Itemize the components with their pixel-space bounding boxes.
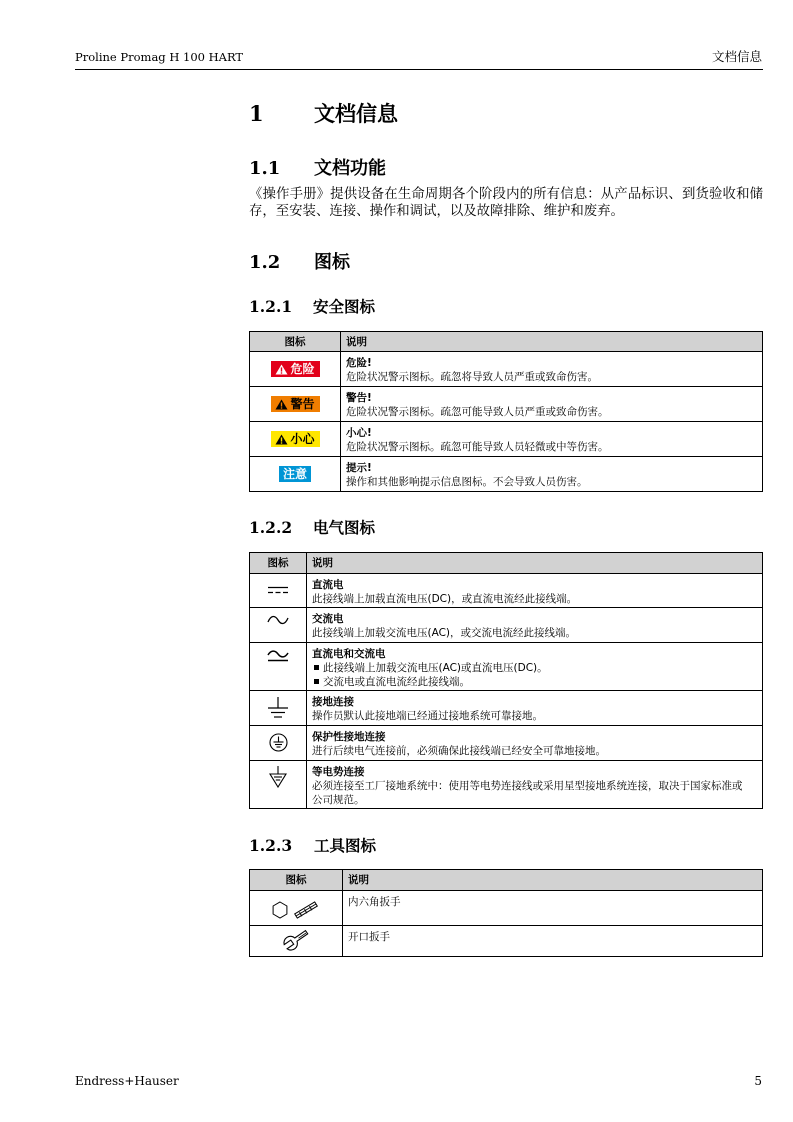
table-row	[250, 691, 762, 726]
symbol-cell	[250, 457, 341, 491]
meaning-cell	[341, 457, 762, 491]
symbol-title: 危险!	[346, 357, 372, 369]
table-header-symbol: 图标	[250, 553, 307, 573]
meaning-cell	[341, 352, 762, 386]
meaning-cell	[307, 691, 762, 725]
symbol-cell	[250, 761, 307, 808]
badge-label: 危险	[290, 362, 315, 376]
running-header-chapter: 文档信息	[711, 49, 762, 64]
symbol-cell	[250, 691, 307, 725]
symbol-title: 交流电	[312, 613, 344, 625]
section-1-1-paragraph: 《操作手册》提供设备在生命周期各个阶段内的所有信息：从产品标识、到货验收和储存，至安装、连接、操作和调试，以及故障排除、维护和废弃。	[249, 187, 763, 219]
meaning-cell	[307, 574, 762, 607]
symbol-cell	[250, 643, 307, 690]
direct-current-icon	[267, 584, 289, 598]
symbol-title: 保护性接地连接	[312, 731, 386, 743]
meaning-cell	[341, 387, 762, 421]
list-item: 此接线端上加载交流电压(AC)或直流电压(DC)。	[312, 661, 750, 675]
symbol-description: 进行后续电气连接前，必须确保此接线端已经安全可靠地接地。	[312, 745, 606, 757]
section-title-1-1: 文档功能	[314, 158, 386, 179]
symbol-title: 等电势连接	[312, 766, 365, 778]
open-end-wrench-icon	[282, 929, 310, 955]
symbol-description: 此接线端上加载交流电压(AC)，或交流电流经此接线端。	[312, 627, 577, 639]
safety-symbols-table	[249, 331, 763, 492]
chapter-number: 1	[249, 101, 264, 126]
bullet-list	[312, 661, 750, 689]
symbol-cell	[250, 726, 307, 760]
table-header-meaning: 说明	[312, 557, 333, 569]
section-number-1-2-2: 1.2.2	[249, 518, 293, 537]
warning-badge-icon	[271, 396, 320, 412]
danger-badge-icon	[271, 361, 320, 377]
symbol-cell	[250, 352, 341, 386]
table-row	[250, 761, 762, 808]
table-row	[250, 926, 762, 956]
table-header-row	[250, 332, 762, 352]
meaning-cell	[343, 891, 762, 925]
table-row	[250, 574, 762, 608]
symbol-title: 提示!	[346, 462, 372, 474]
tool-symbols-table	[249, 869, 763, 957]
table-header-row	[250, 553, 762, 574]
table-row	[250, 891, 762, 926]
table-row	[250, 422, 762, 457]
section-number-1-2: 1.2	[249, 252, 281, 273]
section-title-1-2-1: 安全图标	[313, 297, 376, 316]
footer-brand: Endress+Hauser	[75, 1074, 179, 1088]
symbol-description: 开口扳手	[348, 931, 390, 943]
symbol-description: 此接线端上加载直流电压(DC)，或直流电流经此接线端。	[312, 593, 578, 605]
symbol-title: 直流电和交流电	[312, 648, 386, 660]
section-number-1-2-3: 1.2.3	[249, 836, 293, 855]
section-title-1-2-3: 工具图标	[314, 836, 377, 855]
electrical-symbols-table	[249, 552, 763, 809]
table-row	[250, 387, 762, 422]
list-item: 交流电或直流电流经此接线端。	[312, 675, 750, 689]
meaning-cell	[307, 726, 762, 760]
ground-icon	[267, 697, 289, 723]
symbol-cell	[250, 608, 307, 642]
header-rule	[75, 69, 763, 70]
table-row	[250, 643, 762, 691]
table-row	[250, 726, 762, 761]
symbol-cell	[250, 422, 341, 456]
badge-label: 小心	[290, 432, 315, 446]
table-header-meaning: 说明	[346, 335, 367, 348]
page-number: 5	[754, 1074, 762, 1088]
symbol-cell	[250, 926, 343, 956]
table-header-meaning: 说明	[348, 874, 369, 886]
symbol-title: 警告!	[346, 392, 372, 404]
badge-label: 注意	[282, 467, 307, 481]
table-row	[250, 608, 762, 643]
symbol-cell	[250, 387, 341, 421]
equipotential-icon	[268, 766, 288, 792]
protective-ground-icon	[269, 733, 288, 756]
alternating-current-icon	[267, 615, 289, 629]
symbol-title: 接地连接	[312, 696, 354, 708]
symbol-description: 操作和其他影响提示信息图标。不会导致人员伤害。	[346, 476, 588, 488]
symbol-cell	[250, 574, 307, 607]
hex-key-icon	[272, 901, 320, 923]
running-header-title: Proline Promag H 100 HART	[75, 50, 244, 64]
meaning-cell	[343, 926, 762, 956]
section-number-1-1: 1.1	[249, 158, 281, 179]
meaning-cell	[307, 643, 762, 690]
symbol-description: 危险状况警示图标。疏忽可能导致人员严重或致命伤害。	[346, 406, 609, 418]
table-header-row	[250, 870, 762, 891]
table-header-symbol: 图标	[250, 870, 343, 890]
symbol-description: 危险状况警示图标。疏忽将导致人员严重或致命伤害。	[346, 371, 598, 383]
section-title-1-2-2: 电气图标	[313, 518, 376, 537]
table-row	[250, 352, 762, 387]
ac-dc-current-icon	[267, 650, 289, 666]
symbol-cell	[250, 891, 343, 925]
meaning-cell	[341, 422, 762, 456]
symbol-description: 内六角扳手	[348, 896, 401, 908]
symbol-description: 操作员默认此接地端已经通过接地系统可靠接地。	[312, 710, 543, 722]
meaning-cell	[307, 761, 762, 808]
table-header-symbol: 图标	[250, 332, 341, 351]
section-title-1-2: 图标	[314, 252, 350, 273]
caution-badge-icon	[271, 431, 320, 447]
symbol-description: 危险状况警示图标。疏忽可能导致人员轻微或中等伤害。	[346, 441, 609, 453]
badge-label: 警告	[290, 397, 315, 411]
chapter-title: 文档信息	[314, 101, 398, 126]
table-row	[250, 457, 762, 491]
symbol-title: 直流电	[312, 579, 344, 591]
section-number-1-2-1: 1.2.1	[249, 297, 293, 316]
notice-badge-icon	[279, 466, 311, 482]
symbol-title: 小心!	[346, 427, 372, 439]
meaning-cell	[307, 608, 762, 642]
symbol-description: 必须连接至工厂接地系统中：使用等电势连接线或采用星型接地系统连接，取决于国家标准或公司规范。	[312, 780, 743, 806]
